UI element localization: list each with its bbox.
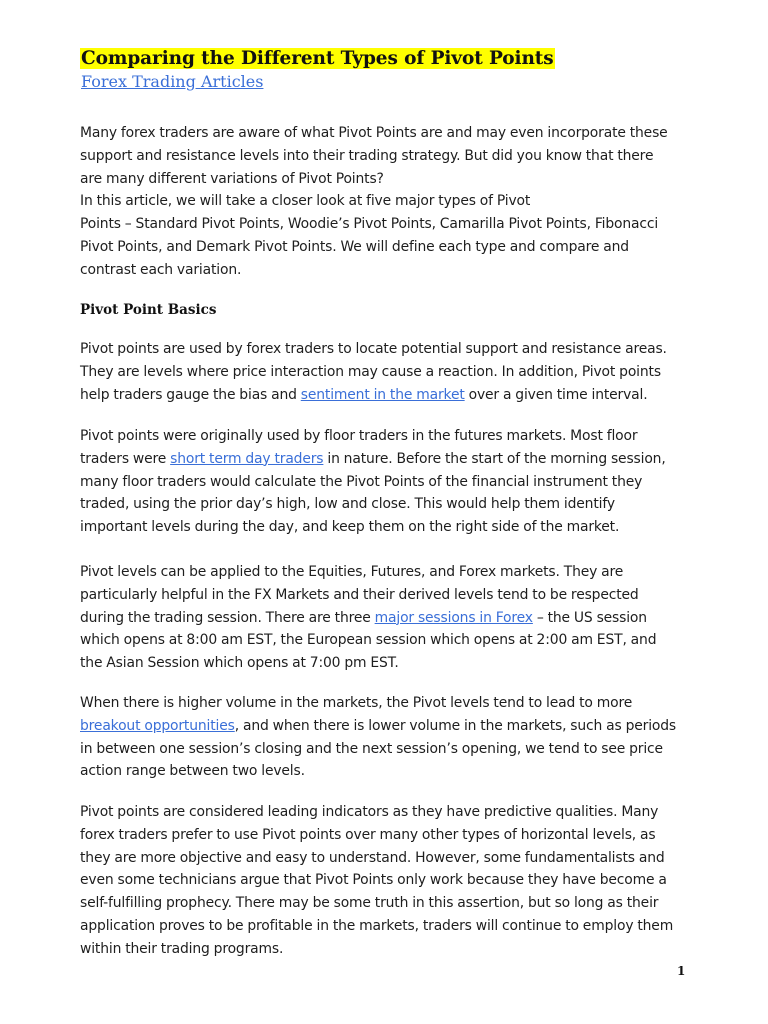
forex-trading-articles-link[interactable]: Forex Trading Articles [81,72,264,91]
paragraph-line: Pivot points were originally used by floor traders in the futures markets. Most floor [80,428,638,444]
page-title-text: Comparing the Different Types of Pivot Points [81,48,554,69]
paragraph-pivot-levels-markets [80,561,700,675]
paragraph-line [80,384,700,407]
breakout-opportunities-link[interactable]: breakout opportunities [80,717,235,734]
paragraph-line: Pivot points are used by forex traders to locate potential support and resistance areas. [80,341,667,357]
intro-line: support and resistance levels into their trading strategy. But did you know that there [80,147,654,164]
page-number: 1 [677,964,686,978]
paragraph-volume [80,692,700,783]
paragraph-line: traded, using the prior day’s high, low and close. This would help them identify [80,496,615,513]
paragraph-line [80,607,700,630]
paragraph-line: particularly helpful in the FX Markets and their derived levels tend to be respected [80,586,639,603]
text-run: help traders gauge the bias and [80,386,301,403]
paragraph-line: which opens at 8:00 am EST, the European session which opens at 2:00 am EST, and [80,632,657,649]
paragraph-pivot-basics [80,338,700,406]
paragraph-leading-indicators [80,801,700,961]
paragraph-line [80,448,700,471]
paragraph-line: they are more objective and easy to understand. However, some fundamentalists and [80,849,665,866]
major-sessions-in-forex-link[interactable]: major sessions in Forex [374,609,533,626]
text-run: , and when there is lower volume in the markets, such as periods [234,717,677,734]
page-title [80,47,555,71]
section-heading-pivot-point-basics: Pivot Point Basics [80,302,217,318]
paragraph-line: even some technicians argue that Pivot Points only work because they have become a [80,872,667,889]
intro-paragraph [80,122,700,282]
intro-line: contrast each variation. [80,261,242,278]
paragraph-line: When there is higher volume in the markets, the Pivot levels tend to lead to more [80,695,633,711]
paragraph-line: many floor traders would calculate the Pivot Points of the financial instrument they [80,473,643,490]
paragraph-line: Pivot levels can be applied to the Equities, Futures, and Forex markets. They are [80,564,624,580]
intro-line: are many different variations of Pivot Points? [80,170,384,187]
intro-line: Many forex traders are aware of what Pivot Points are and may even incorporate these [80,125,668,141]
paragraph-line [80,715,700,738]
text-run: during the trading session. There are three [80,609,375,626]
paragraph-floor-traders [80,425,700,539]
paragraph-line: in between one session’s closing and the next session’s opening, we tend to see price [80,740,663,757]
text-run: traders were [80,450,171,467]
paragraph-line: application proves to be profitable in the markets, traders will continue to employ them [80,917,674,934]
paragraph-line: within their trading programs. [80,940,284,957]
text-run: over a given time interval. [464,386,648,403]
paragraph-line: important levels during the day, and keep them on the right side of the market. [80,519,620,536]
sentiment-in-the-market-link[interactable]: sentiment in the market [300,386,465,403]
paragraph-line: forex traders prefer to use Pivot points over many other types of horizontal levels, as [80,826,656,843]
paragraph-line: action range between two levels. [80,763,305,780]
intro-line: Pivot Points, and Demark Pivot Points. We will define each type and compare and [80,238,629,255]
paragraph-line: They are levels where price interaction may cause a reaction. In addition, Pivot points [80,363,661,380]
intro-line: Points – Standard Pivot Points, Woodie’s Pivot Points, Camarilla Pivot Points, Fibonacci [80,216,659,233]
intro-line: In this article, we will take a closer look at five major types of Pivot [80,193,531,210]
text-run: – the US session [532,609,647,626]
text-run: in nature. Before the start of the morning session, [323,450,666,467]
paragraph-line: self-fulfilling prophecy. There may be some truth in this assertion, but so long as their [80,895,659,912]
short-term-day-traders-link[interactable]: short term day traders [170,450,324,467]
paragraph-line: Pivot points are considered leading indicators as they have predictive qualities. Many [80,804,659,820]
paragraph-line: the Asian Session which opens at 7:00 pm EST. [80,655,399,672]
